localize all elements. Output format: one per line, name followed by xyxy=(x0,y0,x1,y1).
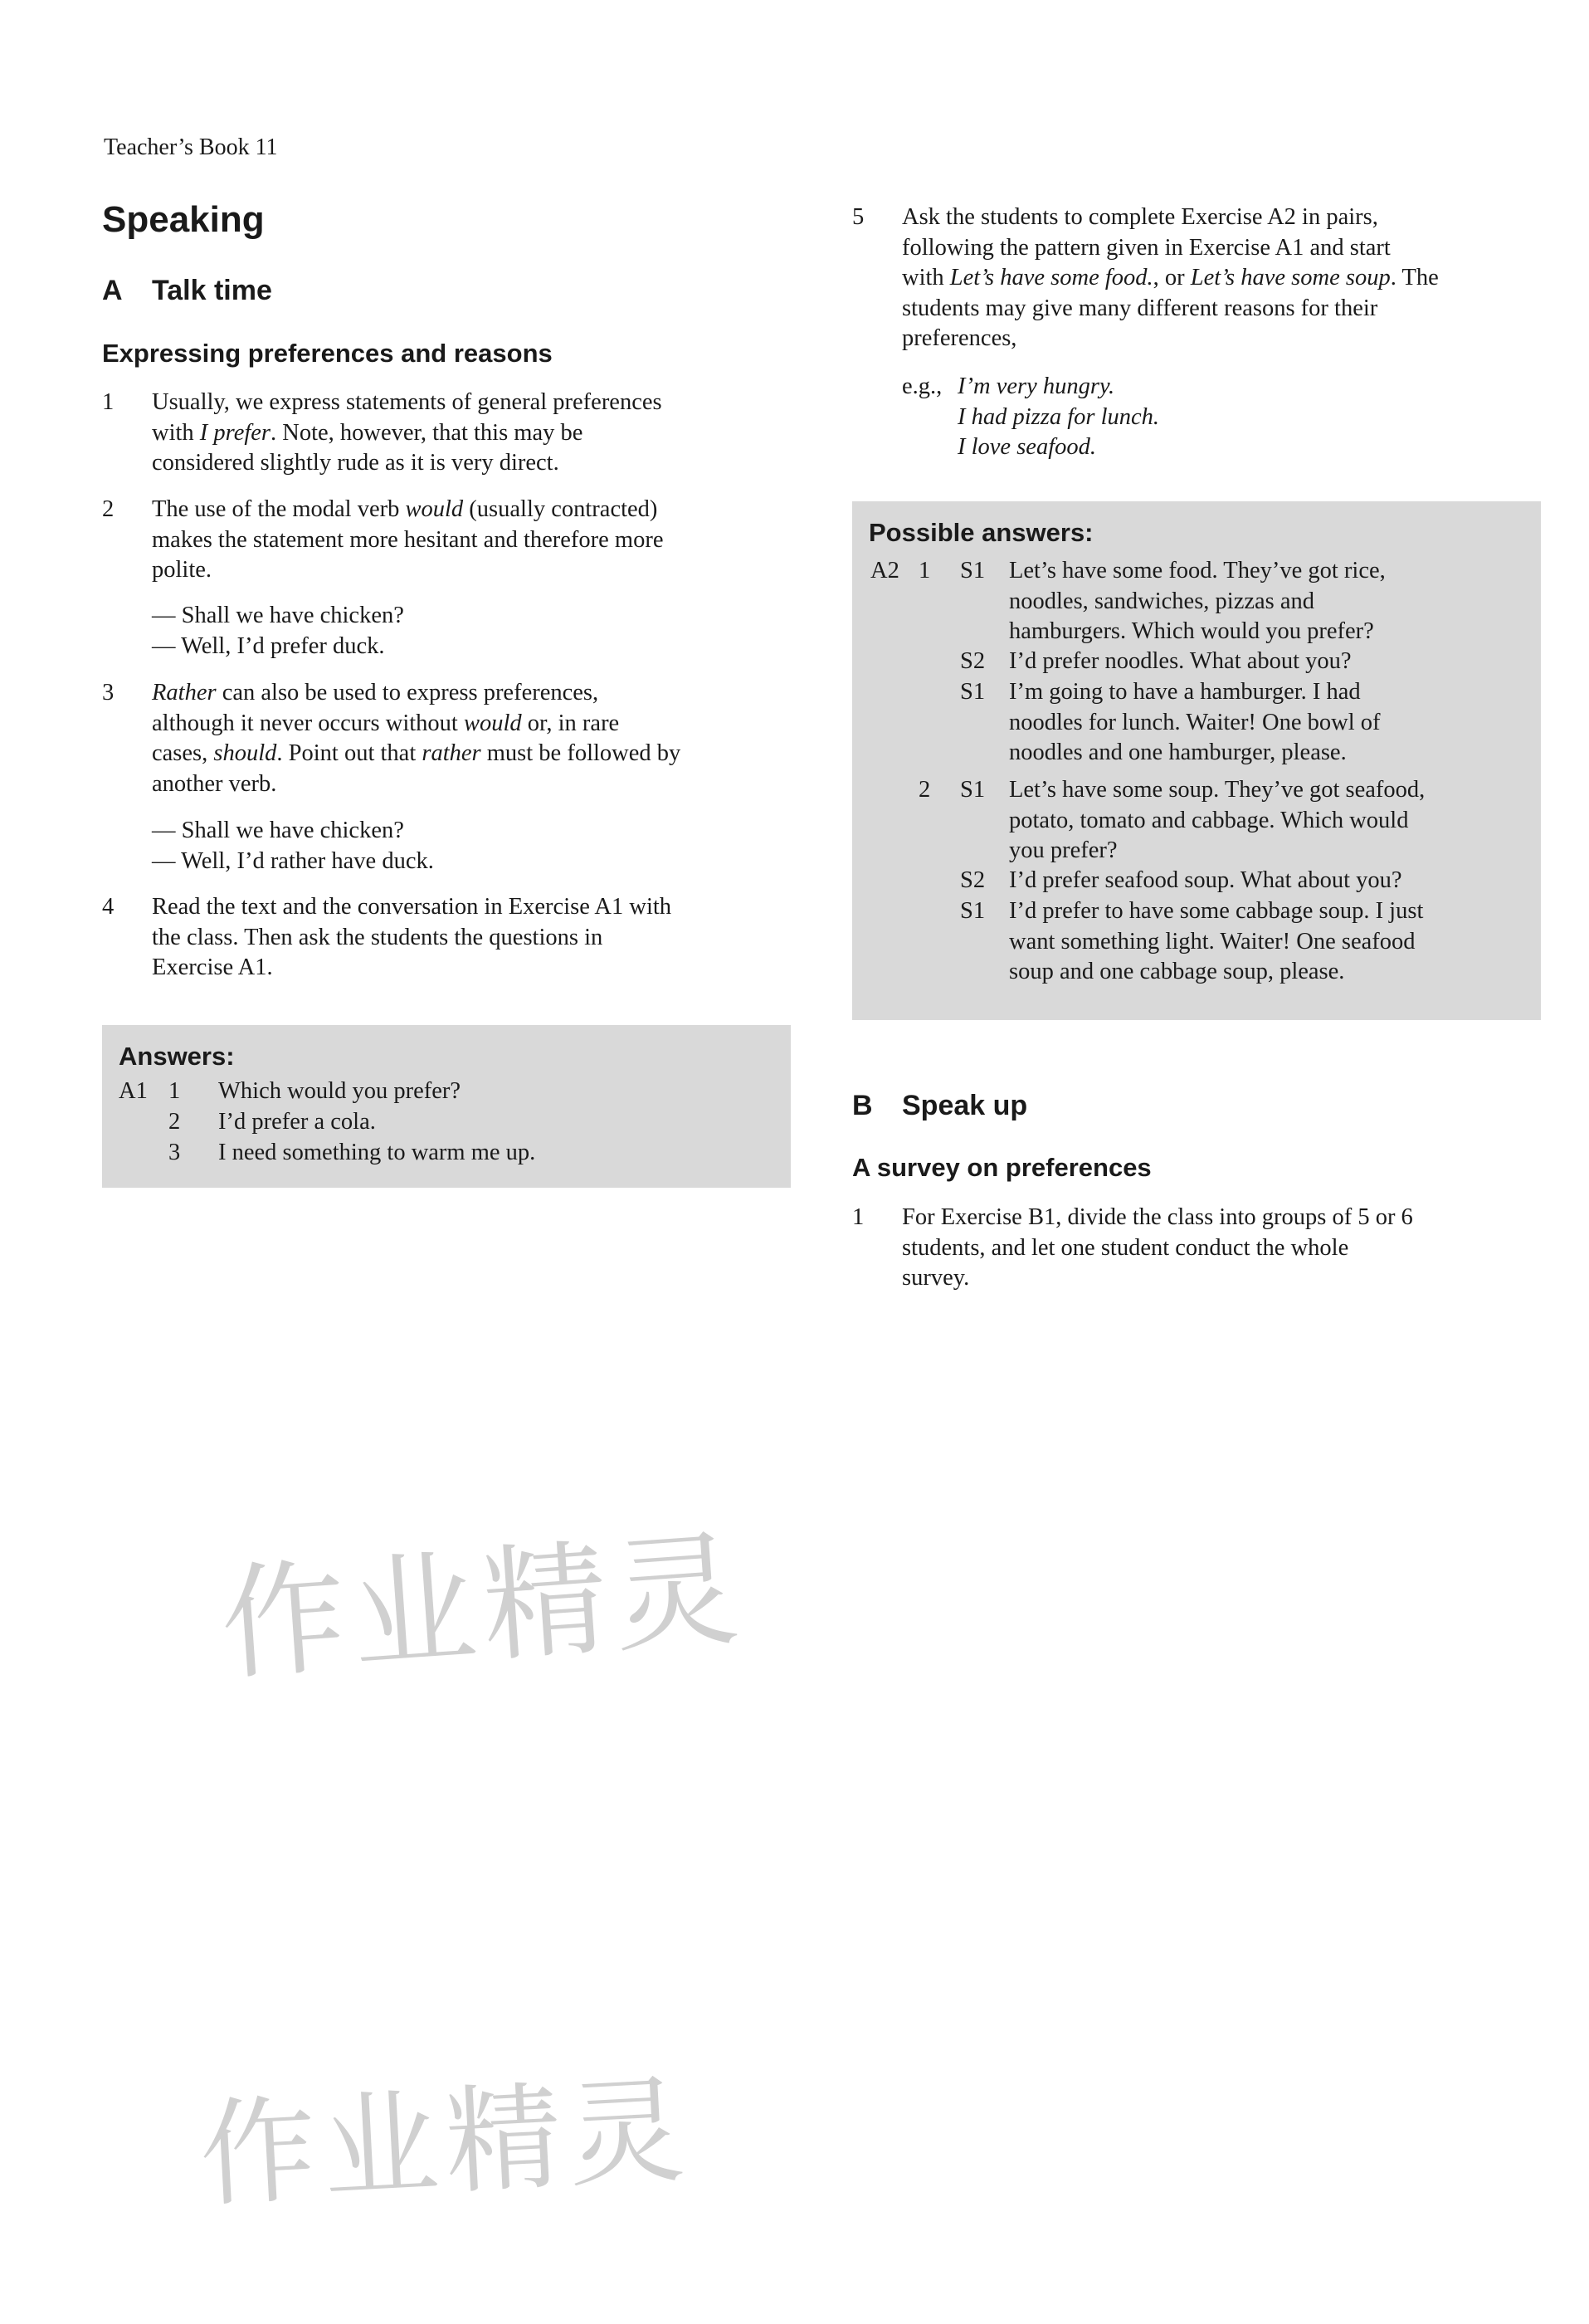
answer-text: Which would you prefer? xyxy=(218,1078,461,1104)
dialogue-turn: Let’s have some soup. They’ve got seafood, potato, tomato and cabbage. Which would you prefer? xyxy=(1009,777,1426,863)
answers-label: A1 xyxy=(119,1078,148,1104)
item-text: Rather can also be used to express preferences, although it never occurs without would or, in rare cases, should. Point out that rather must be followed by another verb. xyxy=(152,680,681,797)
eg-label: e.g., xyxy=(902,374,943,399)
dialogue-turn: I’d prefer seafood soup. What about you? xyxy=(1009,867,1402,893)
item-number: 1 xyxy=(102,389,115,415)
item-text: Usually, we express statements of general preferences with I prefer. Note, however, that this may be considered slightly rude as it is very direct. xyxy=(152,389,662,476)
speaker-label: S1 xyxy=(960,679,986,705)
item-text: Ask the students to complete Exercise A2 in pairs, following the pattern given in Exercise A1 and start with Let’s have some food., or Let’s have some soup. The students may give many different reasons for their preferences, xyxy=(902,204,1439,351)
list-item xyxy=(102,892,792,984)
watermark: 作业精灵 xyxy=(196,2063,695,2224)
item-number: 4 xyxy=(102,894,115,920)
possible-answers-label: A2 xyxy=(870,558,899,583)
dialogue-turn: Let’s have some food. They’ve got rice, noodles, sandwiches, pizzas and hamburgers. Which would you prefer? xyxy=(1009,558,1386,644)
item-number: 1 xyxy=(852,1204,865,1230)
example-sentences: I’m very hungry. I had pizza for lunch. I love seafood. xyxy=(958,374,1160,460)
possible-answers-title: Possible answers: xyxy=(869,518,1094,547)
answer-text: I need something to warm me up. xyxy=(218,1140,536,1165)
item-number: 2 xyxy=(102,496,115,522)
speaker-label: S1 xyxy=(960,898,986,924)
item-text: Read the text and the conversation in Exercise A1 with the class. Then ask the students the questions in Exercise A1. xyxy=(152,894,672,980)
section-b-heading: B Speak up xyxy=(852,1090,1028,1121)
list-item xyxy=(102,495,792,586)
list-item xyxy=(102,388,792,479)
list-item xyxy=(102,678,792,799)
dialogue-num: 2 xyxy=(919,777,931,803)
answers-title: Answers: xyxy=(119,1042,235,1071)
dialogue-example-1: — Shall we have chicken? — Well, I’d prefer duck. xyxy=(152,603,404,659)
speaker-label: S2 xyxy=(960,867,986,893)
answer-num: 1 xyxy=(168,1078,181,1104)
subheading-preferences: Expressing preferences and reasons xyxy=(102,339,553,368)
speaker-label: S2 xyxy=(960,648,986,674)
speaker-label: S1 xyxy=(960,777,986,803)
item-text: The use of the modal verb would (usually contracted) makes the statement more hesitant and therefore more polite. xyxy=(152,496,664,583)
dialogue-num: 1 xyxy=(919,558,931,583)
dialogue-example-2: — Shall we have chicken? — Well, I’d rather have duck. xyxy=(152,818,434,874)
item-text: For Exercise B1, divide the class into groups of 5 or 6 students, and let one student conduct the whole survey. xyxy=(902,1204,1413,1291)
watermark: 作业精灵 xyxy=(216,1517,750,1698)
answer-num: 2 xyxy=(168,1109,181,1135)
subheading-survey: A survey on preferences xyxy=(852,1153,1152,1182)
item-number: 3 xyxy=(102,680,115,706)
answer-text: I’d prefer a cola. xyxy=(218,1109,376,1135)
dialogue-turn: I’d prefer noodles. What about you? xyxy=(1009,648,1352,674)
answer-num: 3 xyxy=(168,1140,181,1165)
section-a-heading: A Talk time xyxy=(102,275,272,306)
list-item xyxy=(852,203,1541,354)
list-item xyxy=(852,1203,1541,1294)
dialogue-turn: I’d prefer to have some cabbage soup. I just want something light. Waiter! One seafood soup and one cabbage soup, please. xyxy=(1009,898,1424,984)
answers-box xyxy=(102,1025,791,1188)
possible-answers-box xyxy=(852,501,1541,1020)
dialogue-turn: I’m going to have a hamburger. I had noodles for lunch. Waiter! One bowl of noodles and one hamburger, please. xyxy=(1009,679,1381,765)
item-number: 5 xyxy=(852,204,865,230)
page-header: Teacher’s Book 11 xyxy=(104,134,278,160)
speaker-label: S1 xyxy=(960,558,986,583)
section-title: Speaking xyxy=(102,199,265,240)
